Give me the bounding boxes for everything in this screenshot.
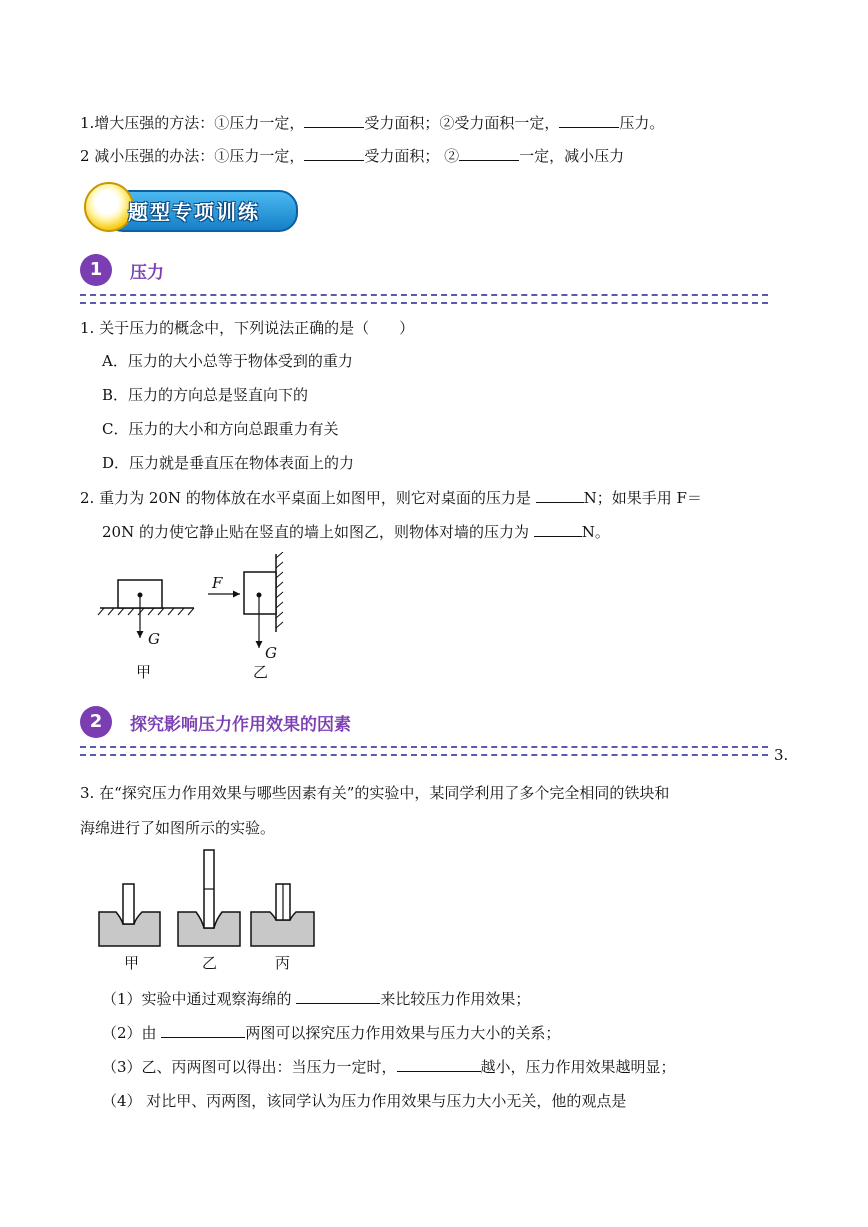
lightbulb-icon (84, 182, 134, 232)
sponge-yi (178, 850, 240, 946)
figure-yi (208, 552, 283, 648)
text: 1.增大压强的方法：①压力一定， (80, 114, 305, 132)
blank[interactable] (459, 146, 519, 161)
decrease-pressure-line (80, 145, 624, 166)
q2-line2 (102, 521, 610, 542)
fig-label-jia: 甲 (124, 954, 140, 972)
force-label-g: G (265, 644, 277, 662)
sponge-bing (251, 884, 314, 946)
q3-figure (96, 848, 326, 952)
q3-line2: 海绵进行了如图所示的实验。 (80, 819, 276, 837)
section-title: 压力 (130, 263, 164, 283)
fig-label-bing: 丙 (275, 954, 291, 972)
fig-label-yi: 乙 (253, 663, 269, 681)
blank[interactable] (534, 522, 582, 537)
banner-title: 题型专项训练 (128, 200, 260, 224)
section-number: 2 (80, 706, 112, 738)
dotted-divider (80, 746, 768, 756)
q3-sub1 (102, 988, 530, 1009)
q1-option-b[interactable]: B．压力的方向总是竖直向下的 (102, 386, 309, 404)
text: N；如果手用 F＝ (583, 489, 702, 507)
q3-line1: 3. 在“探究压力作用效果与哪些因素有关”的实验中，某同学利用了多个完全相同的铁块和 (80, 784, 670, 802)
text: 越小，压力作用效果越明显； (480, 1058, 676, 1076)
text: 受力面积；②受力面积一定， (364, 114, 560, 132)
fig-label-yi: 乙 (202, 954, 218, 972)
q1-option-c[interactable]: C．压力的大小和方向总跟重力有关 (102, 420, 339, 438)
section-title: 探究影响压力作用效果的因素 (130, 715, 351, 735)
text: （2）由 (102, 1024, 162, 1042)
text: 一定，减小压力 (519, 147, 625, 165)
q1-stem: 1. 关于压力的概念中，下列说法正确的是（ ） (80, 319, 415, 337)
page-marker: 3. (774, 746, 789, 764)
fig-label-jia: 甲 (136, 663, 152, 681)
q3-sub3 (102, 1056, 676, 1077)
force-label-f: F (212, 574, 223, 592)
figure-jia (98, 580, 194, 638)
text: 来比较压力作用效果； (380, 990, 531, 1008)
text: 受力面积； ② (364, 147, 460, 165)
blank[interactable] (161, 1023, 245, 1038)
text: （1）实验中通过观察海绵的 (102, 990, 297, 1008)
text: 2. 重力为 20N 的物体放在水平桌面上如图甲，则它对桌面的压力是 (80, 489, 536, 507)
blank[interactable] (304, 146, 364, 161)
q2-figure (96, 552, 306, 682)
text: （3）乙、丙两图可以得出：当压力一定时， (102, 1058, 397, 1076)
force-label-g: G (148, 630, 160, 648)
sponge-jia (99, 884, 160, 946)
q2-line1 (80, 487, 702, 508)
blank[interactable] (559, 113, 619, 128)
q1-option-d[interactable]: D．压力就是垂直压在物体表面上的力 (102, 454, 355, 472)
text: N。 (581, 523, 610, 541)
q3-sub2 (102, 1022, 560, 1043)
blank[interactable] (296, 989, 380, 1004)
section-banner (84, 180, 296, 236)
blank[interactable] (536, 488, 584, 503)
text: 压力。 (619, 114, 665, 132)
dotted-divider (80, 294, 768, 304)
q1-option-a[interactable]: A．压力的大小总等于物体受到的重力 (102, 352, 353, 370)
text: 20N 的力使它静止贴在竖直的墙上如图乙，则物体对墙的压力为 (102, 523, 534, 541)
blank[interactable] (397, 1057, 481, 1072)
blank[interactable] (304, 113, 364, 128)
q3-sub4: （4） 对比甲、丙两图，该同学认为压力作用效果与压力大小无关，他的观点是 (102, 1092, 627, 1110)
section-number: 1 (80, 254, 112, 286)
text: 2 减小压强的办法：①压力一定， (80, 147, 305, 165)
text: 两图可以探究压力作用效果与压力大小的关系； (245, 1024, 561, 1042)
increase-pressure-line (80, 112, 664, 133)
